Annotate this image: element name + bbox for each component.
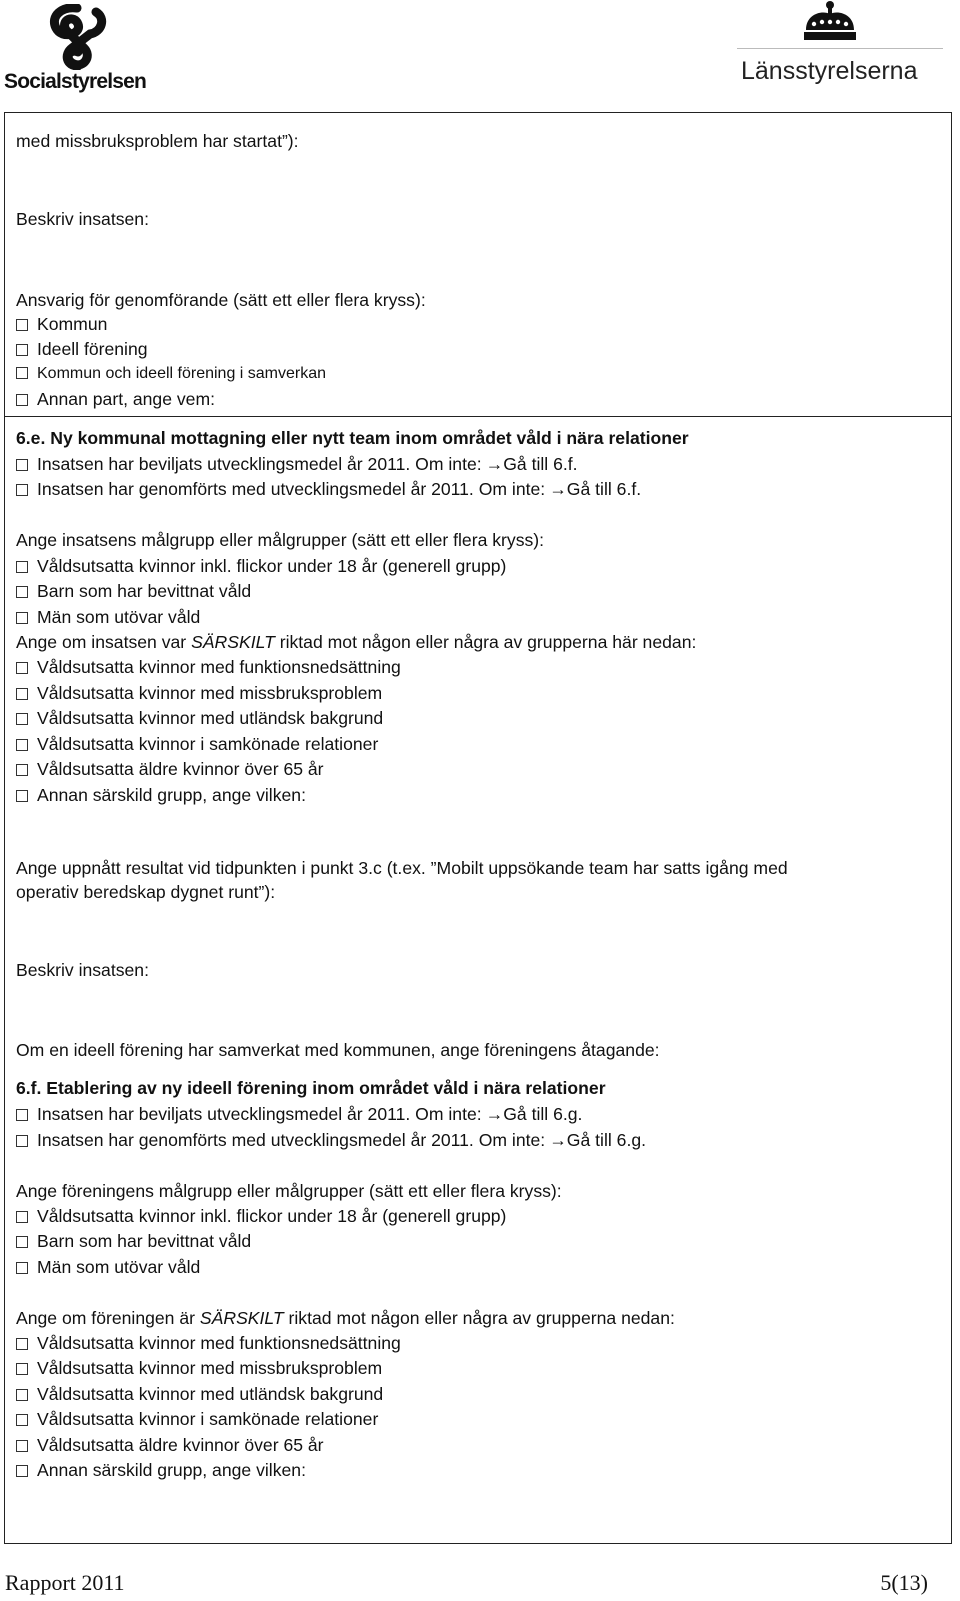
checkbox-icon[interactable] bbox=[16, 1135, 28, 1147]
checkbox-item[interactable]: Barn som har bevittnat våld bbox=[16, 1230, 251, 1252]
section-divider bbox=[5, 416, 951, 417]
checkbox-icon[interactable] bbox=[16, 790, 28, 802]
checkbox-item[interactable]: Män som utövar våld bbox=[16, 1256, 200, 1278]
section-heading-6f: 6.f. Etablering av ny ideell förening inom området våld i nära relationer bbox=[16, 1078, 606, 1098]
text-line: Om en ideell förening har samverkat med kommunen, ange föreningens åtagande: bbox=[16, 1040, 660, 1060]
text-line: Ange om insatsen var SÄRSKILT riktad mot någon eller några av grupperna här nedan: bbox=[16, 632, 697, 652]
logo-rule bbox=[737, 48, 943, 49]
checkbox-icon[interactable] bbox=[16, 612, 28, 624]
text-line: operativ beredskap dygnet runt”): bbox=[16, 882, 276, 902]
checkbox-item[interactable]: Annan särskild grupp, ange vilken: bbox=[16, 784, 306, 806]
crown-icon bbox=[800, 0, 860, 46]
checkbox-item[interactable]: Våldsutsatta kvinnor med missbruksproblem bbox=[16, 1357, 382, 1379]
checkbox-icon[interactable] bbox=[16, 344, 28, 356]
socialstyrelsen-emblem-icon bbox=[32, 4, 122, 70]
arrow-right-icon: → bbox=[549, 479, 567, 499]
text-line: Ange föreningens målgrupp eller målgrupper (sätt ett eller flera kryss): bbox=[16, 1181, 562, 1201]
checkbox-icon[interactable] bbox=[16, 688, 28, 700]
checkbox-icon[interactable] bbox=[16, 367, 28, 379]
checkbox-icon[interactable] bbox=[16, 394, 28, 406]
checkbox-item[interactable]: Våldsutsatta kvinnor inkl. flickor under 18 år (generell grupp) bbox=[16, 1205, 506, 1227]
checkbox-icon[interactable] bbox=[16, 1414, 28, 1426]
socialstyrelsen-wordmark: Socialstyrelsen bbox=[4, 70, 147, 93]
checkbox-item[interactable]: Insatsen har genomförts med utvecklingsmedel år 2011. Om inte: →Gå till 6.f. bbox=[16, 478, 641, 500]
section-heading-6e: 6.e. Ny kommunal mottagning eller nytt team inom området våld i nära relationer bbox=[16, 428, 689, 448]
checkbox-icon[interactable] bbox=[16, 1109, 28, 1121]
checkbox-item[interactable]: Barn som har bevittnat våld bbox=[16, 580, 251, 602]
checkbox-item[interactable]: Kommun bbox=[16, 313, 107, 335]
footer-report-label: Rapport 2011 bbox=[5, 1570, 125, 1595]
checkbox-item[interactable]: Ideell förening bbox=[16, 338, 148, 360]
footer-page-number: 5(13) bbox=[880, 1570, 928, 1595]
form-frame bbox=[4, 112, 952, 1544]
lansstyrelserna-logo bbox=[735, 0, 945, 100]
checkbox-item[interactable]: Våldsutsatta kvinnor inkl. flickor under 18 år (generell grupp) bbox=[16, 555, 506, 577]
checkbox-icon[interactable] bbox=[16, 586, 28, 598]
checkbox-item[interactable]: Insatsen har genomförts med utvecklingsmedel år 2011. Om inte: →Gå till 6.g. bbox=[16, 1129, 646, 1151]
checkbox-item[interactable]: Våldsutsatta kvinnor med missbruksproblem bbox=[16, 682, 382, 704]
checkbox-item[interactable]: Våldsutsatta kvinnor i samkönade relationer bbox=[16, 733, 378, 755]
lansstyrelserna-wordmark: Länsstyrelserna bbox=[741, 57, 918, 85]
checkbox-icon[interactable] bbox=[16, 1338, 28, 1350]
checkbox-item[interactable]: Insatsen har beviljats utvecklingsmedel år 2011. Om inte: →Gå till 6.g. bbox=[16, 1103, 582, 1125]
text-line: Ange uppnått resultat vid tidpunkten i punkt 3.c (t.ex. ”Mobilt uppsökande team har satts igång med bbox=[16, 858, 788, 878]
checkbox-item[interactable]: Våldsutsatta kvinnor med utländsk bakgrund bbox=[16, 707, 383, 729]
checkbox-icon[interactable] bbox=[16, 459, 28, 471]
checkbox-icon[interactable] bbox=[16, 484, 28, 496]
checkbox-item[interactable]: Annan särskild grupp, ange vilken: bbox=[16, 1459, 306, 1481]
checkbox-icon[interactable] bbox=[16, 739, 28, 751]
text-line: Beskriv insatsen: bbox=[16, 960, 149, 980]
checkbox-icon[interactable] bbox=[16, 713, 28, 725]
checkbox-icon[interactable] bbox=[16, 1440, 28, 1452]
checkbox-icon[interactable] bbox=[16, 319, 28, 331]
checkbox-item[interactable]: Annan part, ange vem: bbox=[16, 388, 215, 410]
checkbox-item[interactable]: Våldsutsatta kvinnor med utländsk bakgrund bbox=[16, 1383, 383, 1405]
checkbox-item[interactable]: Våldsutsatta kvinnor med funktionsnedsättning bbox=[16, 1332, 401, 1354]
checkbox-icon[interactable] bbox=[16, 1236, 28, 1248]
arrow-right-icon: → bbox=[485, 454, 504, 474]
checkbox-icon[interactable] bbox=[16, 662, 28, 674]
text-line: Ange insatsens målgrupp eller målgrupper (sätt ett eller flera kryss): bbox=[16, 530, 545, 550]
checkbox-icon[interactable] bbox=[16, 1465, 28, 1477]
checkbox-item[interactable]: Kommun och ideell förening i samverkan bbox=[16, 363, 326, 385]
text-line: Ansvarig för genomförande (sätt ett eller flera kryss): bbox=[16, 290, 426, 310]
checkbox-icon[interactable] bbox=[16, 1262, 28, 1274]
checkbox-item[interactable]: Våldsutsatta äldre kvinnor över 65 år bbox=[16, 1434, 324, 1456]
text-line: Beskriv insatsen: bbox=[16, 209, 149, 229]
arrow-right-icon: → bbox=[485, 1104, 504, 1124]
checkbox-icon[interactable] bbox=[16, 1389, 28, 1401]
text-line: Ange om föreningen är SÄRSKILT riktad mot någon eller några av grupperna nedan: bbox=[16, 1308, 675, 1328]
checkbox-icon[interactable] bbox=[16, 561, 28, 573]
checkbox-item[interactable]: Insatsen har beviljats utvecklingsmedel år 2011. Om inte: →Gå till 6.f. bbox=[16, 453, 578, 475]
checkbox-icon[interactable] bbox=[16, 1211, 28, 1223]
checkbox-item[interactable]: Män som utövar våld bbox=[16, 606, 200, 628]
socialstyrelsen-logo bbox=[0, 0, 160, 100]
checkbox-item[interactable]: Våldsutsatta kvinnor med funktionsnedsättning bbox=[16, 656, 401, 678]
checkbox-icon[interactable] bbox=[16, 1363, 28, 1375]
checkbox-item[interactable]: Våldsutsatta äldre kvinnor över 65 år bbox=[16, 758, 324, 780]
arrow-right-icon: → bbox=[549, 1130, 567, 1150]
text-line: med missbruksproblem har startat”): bbox=[16, 131, 299, 151]
checkbox-item[interactable]: Våldsutsatta kvinnor i samkönade relationer bbox=[16, 1408, 378, 1430]
checkbox-icon[interactable] bbox=[16, 764, 28, 776]
